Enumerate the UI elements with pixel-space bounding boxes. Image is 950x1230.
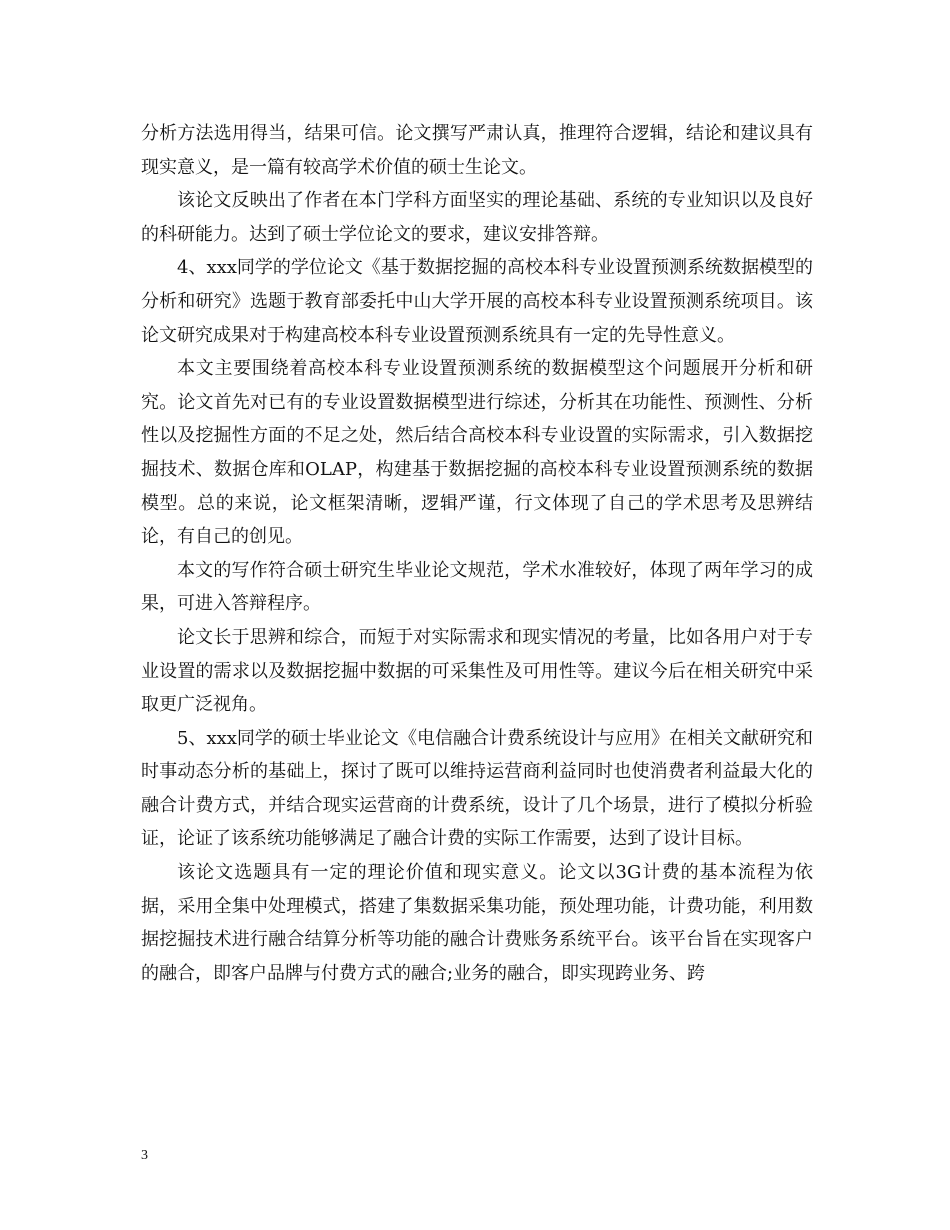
body-text [141, 117, 813, 990]
paragraph: 分析方法选用得当，结果可信。论文撰写严肃认真，推理符合逻辑，结论和建议具有现实意义，是一篇有较高学术价值的硕士生论文。 [141, 123, 813, 178]
paragraph: 论文长于思辨和综合，而短于对实际需求和现实情况的考量，比如各用户对于专业设置的需求以及数据挖掘中数据的可采集性及可用性等。建议今后在相关研究中采取更广泛视角。 [141, 626, 813, 716]
paragraph: 该论文选题具有一定的理论价值和现实意义。论文以3G计费的基本流程为依据，采用全集中处理模式，搭建了集数据采集功能，预处理功能，计费功能，利用数据挖掘技术进行融合结算分析等功能的融合计费账务系统平台。该平台旨在实现客户的融合，即客户品牌与付费方式的融合;业务的融合，即实现跨业务、跨 [141, 862, 813, 984]
paragraph: 该论文反映出了作者在本门学科方面坚实的理论基础、系统的专业知识以及良好的科研能力。达到了硕士学位论文的要求，建议安排答辩。 [141, 190, 813, 245]
paragraph: 4、xxx同学的学位论文《基于数据挖掘的高校本科专业设置预测系统数据模型的分析和研究》选题于教育部委托中山大学开展的高校本科专业设置预测系统项目。该论文研究成果对于构建高校本科专业设置预测系统具有一定的先导性意义。 [141, 257, 813, 346]
paragraph: 5、xxx同学的硕士毕业论文《电信融合计费系统设计与应用》在相关文献研究和时事动态分析的基础上，探讨了既可以维持运营商利益同时也使消费者利益最大化的融合计费方式，并结合现实运营商的计费系统，设计了几个场景，进行了模拟分析验证，论证了该系统功能够满足了融合计费的实际工作需要，达到了设计目标。 [141, 727, 813, 850]
page-number: 3 [141, 1148, 148, 1163]
paragraph: 本文主要围绕着高校本科专业设置预测系统的数据模型这个问题展开分析和研究。论文首先对已有的专业设置数据模型进行综述，分析其在功能性、预测性、分析性以及挖掘性方面的不足之处，然后结合高校本科专业设置的实际需求，引入数据挖掘技术、数据仓库和OLAP，构建基于数据挖掘的高校本科专业设置预测系统的数据模型。总的来说，论文框架清晰，逻辑严谨，行文体现了自己的学术思考及思辨结论，有自己的创见。 [141, 358, 813, 548]
paragraph: 本文的写作符合硕士研究生毕业论文规范，学术水准较好，体现了两年学习的成果，可进入答辩程序。 [141, 559, 813, 615]
